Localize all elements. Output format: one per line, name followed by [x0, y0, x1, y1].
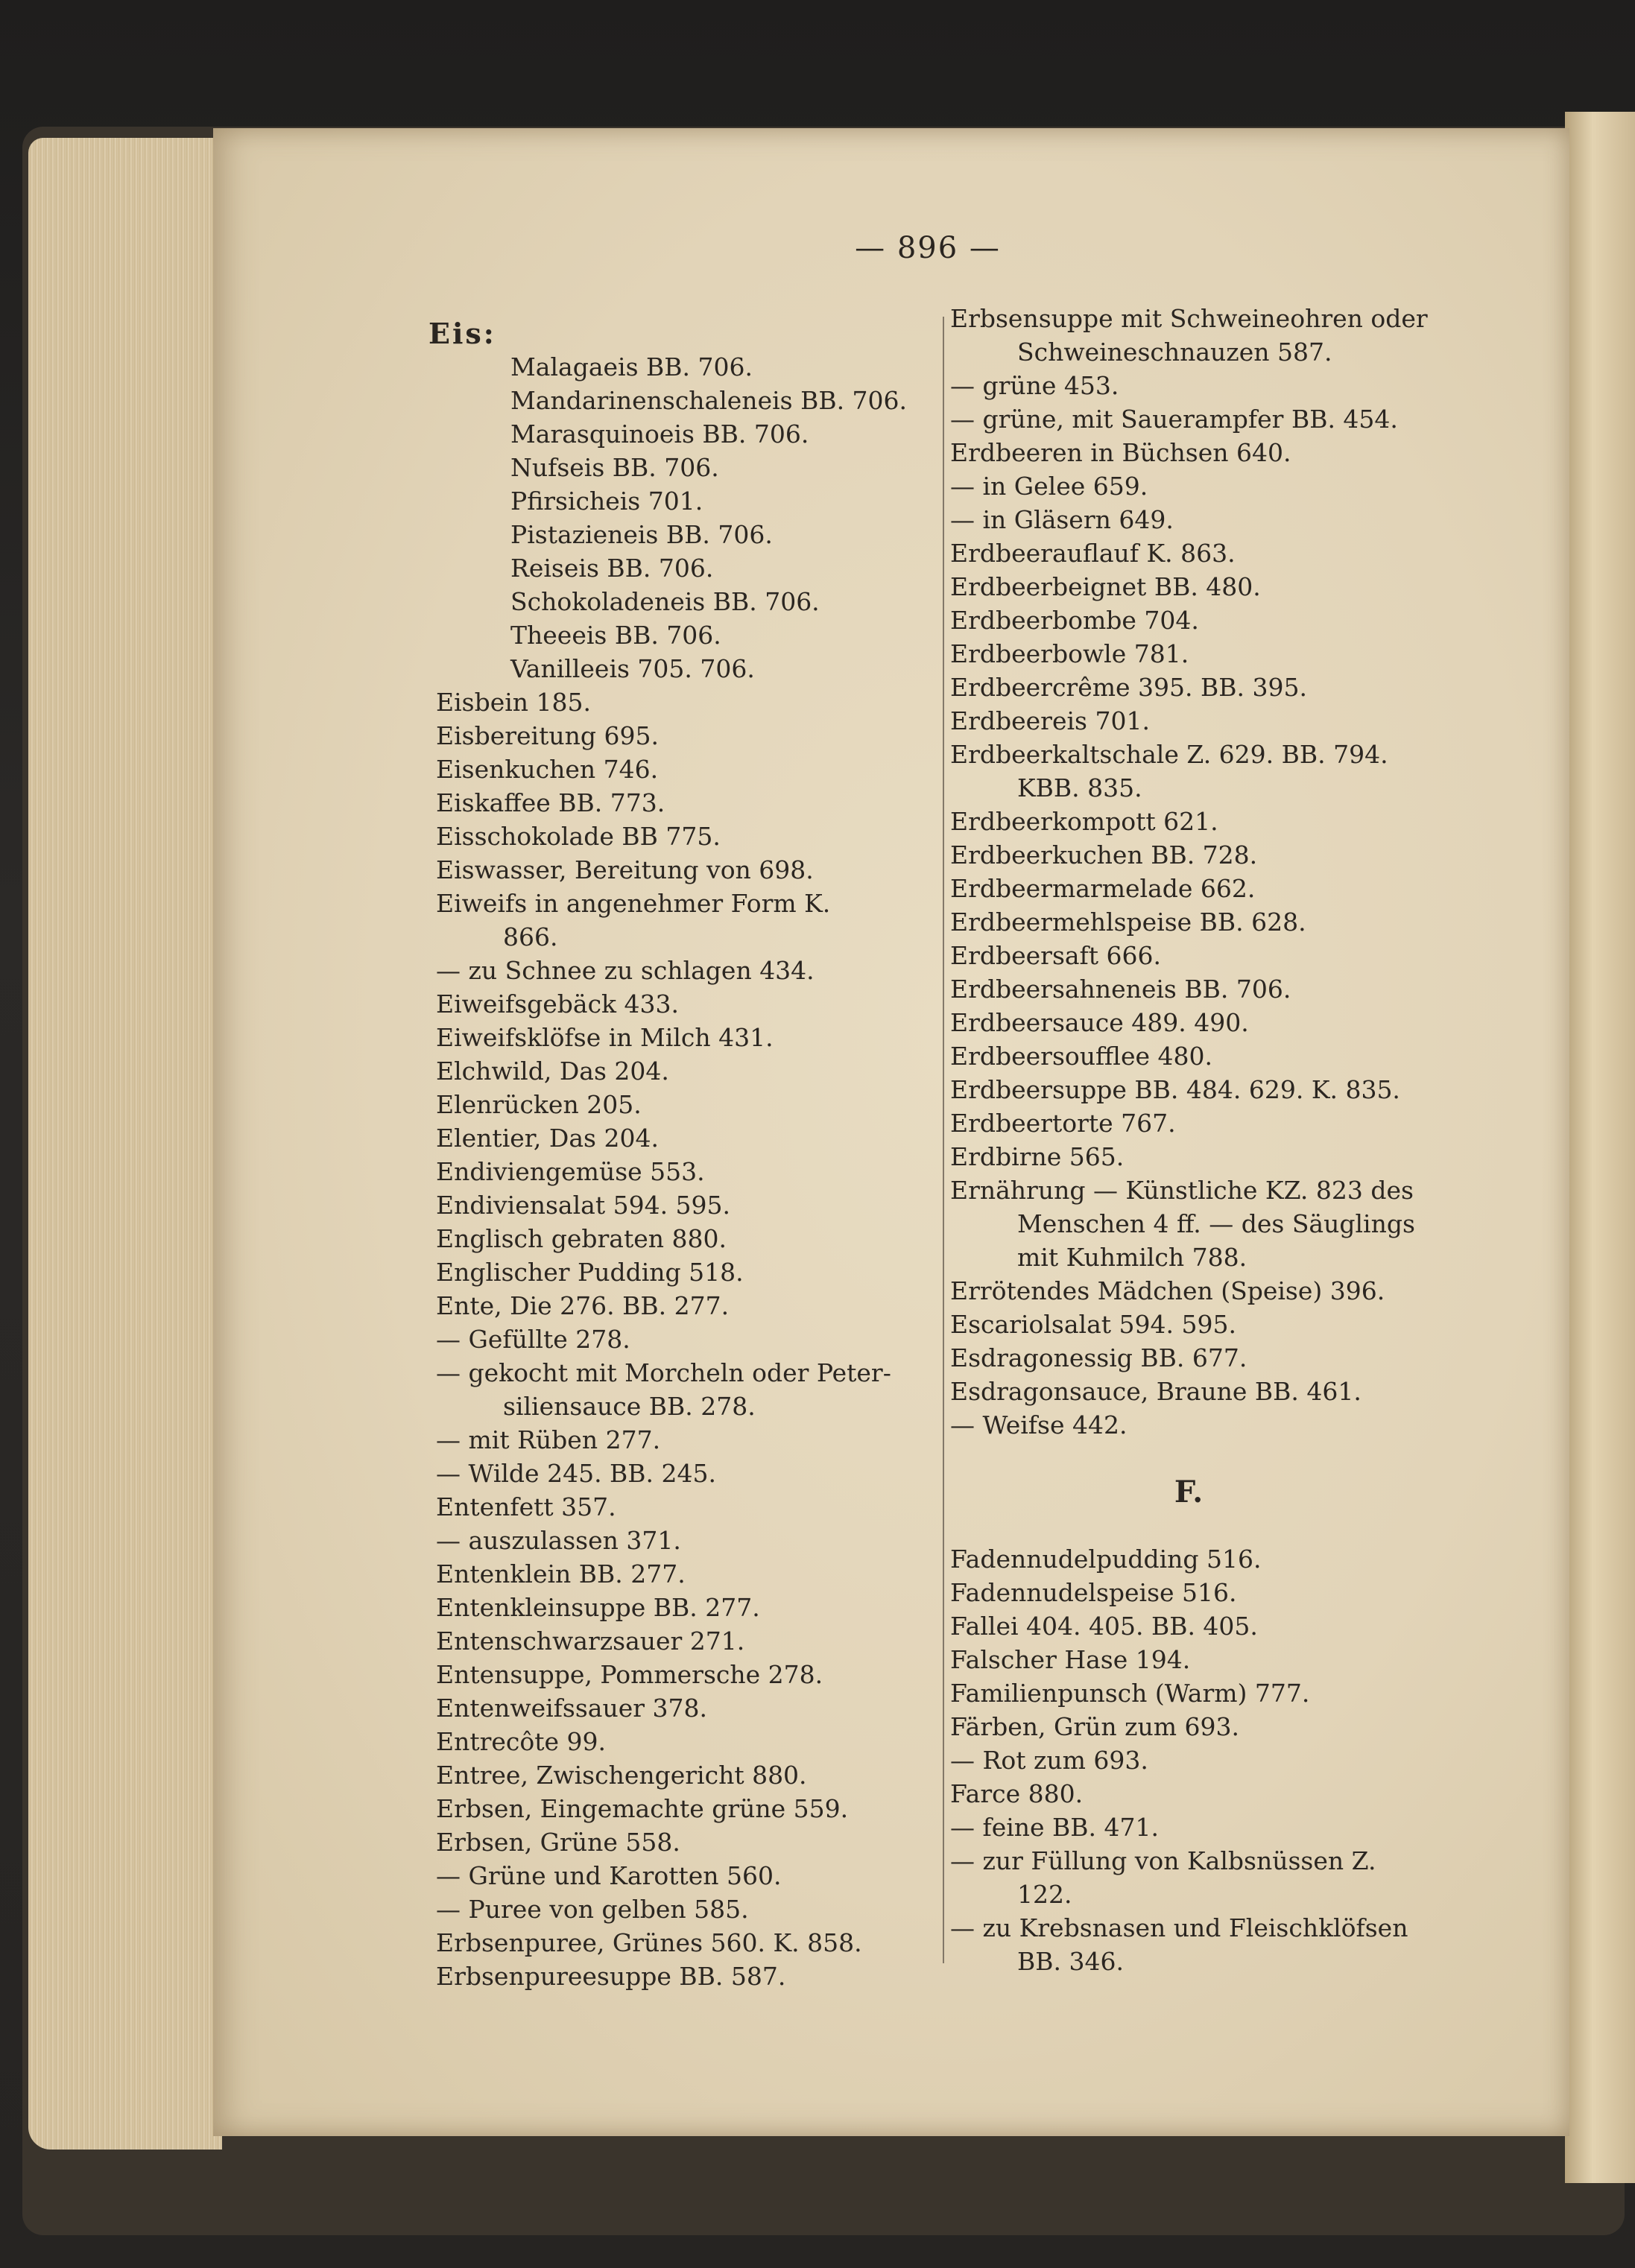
- index-entry: Eiswasser, Bereitung von 698.: [436, 855, 814, 884]
- index-entry: — zu Krebsnasen und Fleischklöfsen: [950, 1913, 1408, 1942]
- index-entry: Entree, Zwischengericht 880.: [436, 1761, 807, 1790]
- section-heading-eis: Eis:: [428, 317, 496, 350]
- index-entry: Erdbeercrême 395. BB. 395.: [950, 673, 1307, 702]
- index-entry: Endiviengemüse 553.: [436, 1157, 705, 1186]
- index-entry: Erdbeersoufflee 480.: [950, 1042, 1213, 1071]
- index-entry: Mandarinenschaleneis BB. 706.: [510, 386, 908, 415]
- index-entry: Marasquinoeis BB. 706.: [510, 419, 809, 449]
- index-entry: Fallei 404. 405. BB. 405.: [950, 1612, 1258, 1641]
- index-entry: Elenrücken 205.: [436, 1090, 642, 1119]
- index-entry: Esdragonessig BB. 677.: [950, 1343, 1247, 1372]
- index-entry: Erdbeerbeignet BB. 480.: [950, 572, 1261, 601]
- index-entry: Erdbeeren in Büchsen 640.: [950, 438, 1291, 467]
- index-entry: Erbsen, Grüne 558.: [436, 1828, 680, 1857]
- index-entry: Eiweifsklöfse in Milch 431.: [436, 1023, 774, 1052]
- index-entry: Eiskaffee BB. 773.: [436, 788, 665, 817]
- column-divider: [943, 317, 944, 1963]
- page-edges-left: [28, 138, 222, 2150]
- index-entry: — Gefüllte 278.: [436, 1325, 630, 1354]
- index-entry: Theeeis BB. 706.: [510, 621, 721, 650]
- right-entry-list: [950, 302, 1472, 1442]
- index-entry: Erdbeermarmelade 662.: [950, 874, 1256, 903]
- index-entry: Menschen 4 ff. — des Säuglings: [1017, 1209, 1415, 1238]
- index-entry: Errötendes Mädchen (Speise) 396.: [950, 1276, 1385, 1305]
- index-entry: Eiweifsgebäck 433.: [436, 989, 680, 1019]
- left-column: [428, 317, 924, 1993]
- index-entry: Reiseis BB. 706.: [510, 554, 714, 583]
- index-entry: Erbsenpureesuppe BB. 587.: [436, 1962, 786, 1991]
- index-entry: 122.: [1017, 1880, 1072, 1909]
- index-entry: — Weifse 442.: [950, 1410, 1128, 1439]
- index-entry: Malagaeis BB. 706.: [510, 352, 753, 381]
- index-entry: Ernährung — Künstliche KZ. 823 des: [950, 1176, 1414, 1205]
- index-entry: mit Kuhmilch 788.: [1017, 1243, 1247, 1272]
- index-entry: Erdbeerkuchen BB. 728.: [950, 840, 1258, 869]
- index-entry: Eisbereitung 695.: [436, 721, 659, 750]
- index-entry: Englisch gebraten 880.: [436, 1224, 727, 1253]
- index-entry: — Rot zum 693.: [950, 1746, 1148, 1775]
- index-entry: — in Gläsern 649.: [950, 505, 1174, 534]
- index-entry: Eisenkuchen 746.: [436, 755, 659, 784]
- section-letter-f: F.: [1174, 1474, 1204, 1510]
- index-entry: Nufseis BB. 706.: [510, 453, 719, 482]
- index-entry: Erdbeerbombe 704.: [950, 606, 1199, 635]
- index-entry: KBB. 835.: [1017, 773, 1142, 802]
- index-entry: Entensuppe, Pommersche 278.: [436, 1660, 823, 1689]
- index-entry: Vanilleeis 705. 706.: [510, 654, 755, 683]
- index-entry: — Wilde 245. BB. 245.: [436, 1459, 717, 1488]
- page-edges-right: [1565, 112, 1635, 2183]
- index-entry: Erdbeersaft 666.: [950, 941, 1161, 970]
- index-entry: Erdbirne 565.: [950, 1142, 1125, 1171]
- index-entry: Englischer Pudding 518.: [436, 1258, 744, 1287]
- index-entry: Färben, Grün zum 693.: [950, 1712, 1240, 1741]
- index-entry: Erdbeerbowle 781.: [950, 639, 1189, 668]
- index-entry: — zur Füllung von Kalbsnüssen Z.: [950, 1846, 1376, 1875]
- index-entry: Entenschwarzsauer 271.: [436, 1626, 745, 1656]
- index-entry: Erdbeertorte 767.: [950, 1109, 1176, 1138]
- index-entry: Entenweifssauer 378.: [436, 1694, 707, 1723]
- index-entry: — grüne 453.: [950, 371, 1119, 400]
- index-entry: — zu Schnee zu schlagen 434.: [436, 956, 815, 985]
- index-entry: — Grüne und Karotten 560.: [436, 1861, 782, 1890]
- index-entry: Elentier, Das 204.: [436, 1124, 659, 1153]
- index-entry: Elchwild, Das 204.: [436, 1057, 669, 1086]
- index-entry: Erbsensuppe mit Schweineohren oder: [950, 304, 1428, 333]
- index-entry: Endiviensalat 594. 595.: [436, 1191, 731, 1220]
- index-entry: Pfirsicheis 701.: [510, 487, 703, 516]
- index-entry: Eisschokolade BB 775.: [436, 822, 721, 851]
- index-entry: Pistazieneis BB. 706.: [510, 520, 773, 549]
- index-entry: Erdbeersuppe BB. 484. 629. K. 835.: [950, 1075, 1400, 1104]
- index-entry: Eisbein 185.: [436, 688, 592, 717]
- index-entry: Falscher Hase 194.: [950, 1645, 1191, 1674]
- index-entry: — feine BB. 471.: [950, 1813, 1160, 1842]
- index-entry: siliensauce BB. 278.: [503, 1392, 756, 1421]
- index-entry: Escariolsalat 594. 595.: [950, 1310, 1236, 1339]
- index-entry: Ente, Die 276. BB. 277.: [436, 1291, 730, 1320]
- index-entry: Entenklein BB. 277.: [436, 1559, 686, 1588]
- index-entry: — gekocht mit Morcheln oder Peter-: [436, 1358, 891, 1387]
- index-entry: Fadennudelpudding 516.: [950, 1545, 1262, 1574]
- index-entry: — grüne, mit Sauerampfer BB. 454.: [950, 405, 1398, 434]
- index-entry: — in Gelee 659.: [950, 472, 1148, 501]
- index-entry: Entrecôte 99.: [436, 1727, 607, 1756]
- index-entry: Entenkleinsuppe BB. 277.: [436, 1593, 760, 1622]
- index-entry: Eiweifs in angenehmer Form K.: [436, 889, 831, 918]
- index-entry: — auszulassen 371.: [436, 1526, 681, 1555]
- right-column: [950, 302, 1472, 1978]
- index-entry: Erbsen, Eingemachte grüne 559.: [436, 1794, 849, 1823]
- right-entry-list-f: [950, 1542, 1472, 1978]
- index-entry: Erdbeerkaltschale Z. 629. BB. 794.: [950, 740, 1388, 769]
- index-entry: Erdbeereis 701.: [950, 706, 1150, 735]
- index-entry: Erdbeerauflauf K. 863.: [950, 539, 1236, 568]
- index-entry: Farce 880.: [950, 1779, 1084, 1808]
- left-entry-list: [436, 350, 924, 1993]
- index-entry: Schweineschnauzen 587.: [1017, 338, 1332, 367]
- index-entry: Familienpunsch (Warm) 777.: [950, 1679, 1310, 1708]
- index-entry: Entenfett 357.: [436, 1492, 616, 1521]
- index-entry: — mit Rüben 277.: [436, 1425, 661, 1454]
- index-entry: BB. 346.: [1017, 1947, 1124, 1976]
- index-entry: — Puree von gelben 585.: [436, 1895, 749, 1924]
- page-number: — 896 —: [855, 231, 1001, 265]
- index-entry: Erdbeerkompott 621.: [950, 807, 1218, 836]
- index-entry: Erdbeersahneneis BB. 706.: [950, 975, 1291, 1004]
- index-entry: Schokoladeneis BB. 706.: [510, 587, 820, 616]
- index-entry: Fadennudelspeise 516.: [950, 1578, 1237, 1607]
- index-entry: 866.: [503, 922, 558, 951]
- index-entry: Erdbeermehlspeise BB. 628.: [950, 907, 1306, 937]
- index-entry: Esdragonsauce, Braune BB. 461.: [950, 1377, 1362, 1406]
- index-entry: Erdbeersauce 489. 490.: [950, 1008, 1249, 1037]
- index-entry: Erbsenpuree, Grünes 560. K. 858.: [436, 1928, 862, 1957]
